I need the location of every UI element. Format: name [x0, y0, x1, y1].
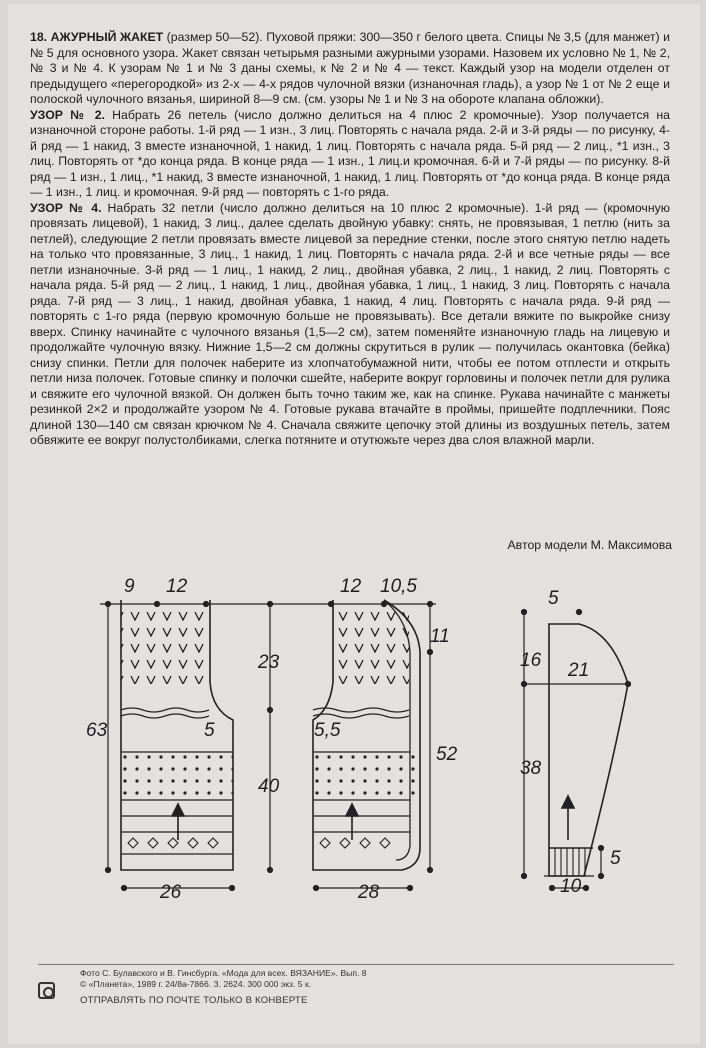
pattern4-heading: УЗОР № 4.	[30, 200, 102, 215]
sleeve-cap-label: 16	[520, 650, 542, 671]
pattern-diagram	[0, 560, 706, 910]
intro-text: (размер 50—52). Пуховой пряжи: 300—350 г белого цвета. Спицы № 3,5 (для манжет) и № 5 для основного узора. Жакет связан четырьмя разными ажурными узорами. Назовем их условно № 1, № 2, № 3 и № 4. К узорам № 1 и № 3 даны схемы, к № 2 и № 4 — текст. Каждый узор на модели отделен от предыдущего «перегородкой» из 2-х — 4-х рядов чулочной вязки (изнаночная гладь), а узор № 1 от № 2 еще и полоской чулочного вязанья, шириной 8—9 см. (см. узоры № 1 и № 3 на обороте клапана обложки).	[30, 30, 670, 106]
front-pattern1-zone	[333, 612, 409, 684]
credits	[80, 968, 367, 990]
back-pattern1-zone	[121, 612, 211, 684]
pattern2-text: Набрать 26 петель (число должно делиться на 4 плюс 2 кромочные). Узор получается на изнаночной стороне работы. 1-й ряд — 1 изн., 3 лиц. Повторять с начала ряда. 2-й и 3-й ряды — по рисунку, 4-й ряд — 1 накид, 3 вместе изнаночной, 1 накид, 1 лиц. Повторять с начала ряда. 5-й ряд — 2 лиц., *1 изн., 3 лиц. Повторять от *до конца ряда. В конце ряда — 1 изн., 1 лиц.и кромочная. 6-й и 7-й ряды — по рисунку. 8-й ряд — 1 изн., 1 лиц., *1 накид, 3 вместе изнаночной, 1 накид, 1 лиц. Повторять от *до конца ряда. В конце ряда — 1 изн., 1 лиц. и кромочная. 9-й ряд — повторять с 1-го ряда.	[30, 107, 670, 199]
intro-paragraph	[30, 30, 670, 108]
sleeve-cap-diag-label: 21	[568, 660, 590, 681]
article-body	[30, 30, 670, 449]
front-pattern-width-label: 5,5	[314, 720, 341, 741]
pattern4-paragraph	[30, 201, 670, 449]
back-shoulder-label: 9	[124, 576, 135, 597]
front-neck-label: 10,5	[380, 576, 417, 597]
pattern2-heading: УЗОР № 2.	[30, 107, 105, 122]
sleeve-length-label: 38	[520, 758, 542, 779]
pattern2-paragraph	[30, 108, 670, 201]
footer-divider	[38, 964, 674, 965]
author-credit: Автор модели М. Максимова	[507, 538, 672, 552]
front-height-label: 52	[436, 744, 458, 765]
back-width-label: 26	[160, 882, 182, 903]
credits-line-2: © «Планета», 1989 г. 24/8а-7866. З. 2624. 300 000 экз. 5 к.	[80, 979, 312, 989]
back-pattern-width-label: 5	[204, 720, 215, 741]
mail-note: ОТПРАВЛЯТЬ ПО ПОЧТЕ ТОЛЬКО В КОНВЕРТЕ	[80, 995, 308, 1006]
back-armhole-label: 23	[258, 652, 280, 673]
back-pattern2-zone	[121, 752, 233, 800]
article-heading: 18. АЖУРНЫЙ ЖАКЕТ	[30, 30, 164, 44]
pattern4-text: Набрать 32 петли (число должно делиться на 10 плюс 2 кромочные). 1-й ряд — (кромочную провязать лицевой), 1 накид, 3 лиц., далее сделать двойную убавку: снять, не провязывая, 1 петлю (нить за петлей), следующие 2 петли провязать вместе лицевой за передние стенки, после этого снятую петлю надеть на только что провязанные, 3 лиц., 1 накид, 1 лиц. Повторять с начала ряда. 2-й и все четные ряды — все петли изнаночные. 3-й ряд — 1 лиц., 1 накид, 2 лиц., двойная убавка, 2 лиц., 1 накид, 2 лиц. Повторять с начала ряда. 5-й ряд — 2 лиц., 1 накид, 1 лиц., двойная убавка, 1 лиц., 1 накид, 3 лиц. Повторять с начала ряда. 7-й ряд — 3 лиц., 1 накид, двойная убавка, 1 накид, 4 лиц. Повторять с начала ряда. 9-й ряд — повторять с 1-го ряда (первую кромочную больше не провязывать). Все детали вяжите по выкройке снизу вверх. Спинку начинайте с чулочного вязанья (1,5—2 см), затем поменяйте изнаночную гладь на лицевую и продолжайте чулочную вязку. Нижние 1,5—2 см должны скрутиться в рулик — получилась окантовка (бейка) снизу спинки. Петли для полочек наберите из хлопчатобумажной нити, чтобы ее потом отплести и открыть петли низа полочек. Готовые спинку и полочки сшейте, наберите вокруг горловины и полочек петли для рулика и свяжите его чулочной вязкой. Он должен быть точно таким же, как на спинке. Рукава начинайте с манжеты резинкой 2×2 и продолжайте узором № 4. Готовые рукава втачайте в проймы, пришейте подплечники. Пояс длиной 130—140 см связан крючком № 4. Сначала свяжите цепочку этой длины из воздушных петель, затем обвяжите ее вокруг полустолбиками, слегка потяните и отутюжьте через два слоя влажной марли.	[30, 200, 670, 447]
front-width-label: 28	[358, 882, 380, 903]
sleeve-width-label: 10	[560, 876, 582, 897]
back-height-label: 63	[86, 720, 108, 741]
credits-line-1: Фото С. Булавского и В. Гинсбурга. «Мода для всех. ВЯЗАНИЕ». Вып. 8	[80, 968, 367, 978]
back-piece	[121, 600, 233, 870]
front-shoulder-label: 12	[340, 576, 362, 597]
front-pattern2-zone	[315, 752, 415, 800]
back-side-label: 40	[258, 776, 280, 797]
publisher-logo-icon	[38, 982, 55, 999]
front-collar-label: 11	[430, 626, 450, 647]
back-neck-label: 12	[166, 576, 188, 597]
sleeve-cuff-label: 5	[610, 848, 621, 869]
sleeve-top-label: 5	[548, 588, 559, 609]
